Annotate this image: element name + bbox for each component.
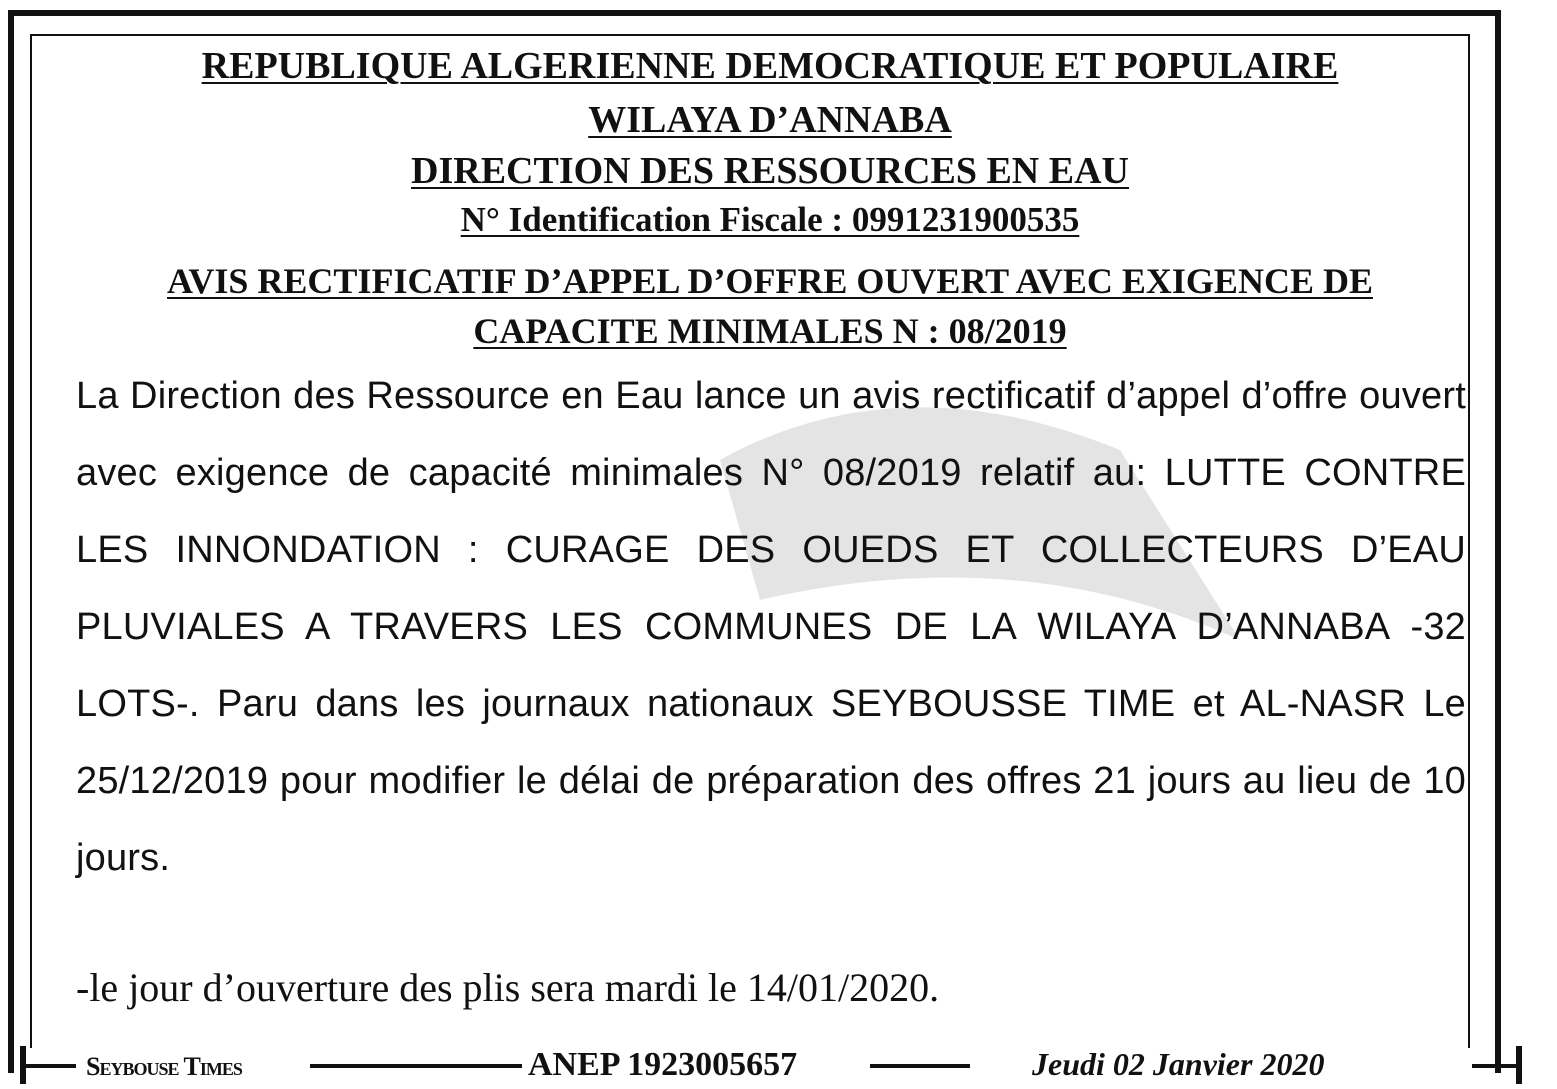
footer-corner-right xyxy=(1516,1046,1522,1084)
footer xyxy=(20,1046,1530,1084)
notice-paragraph: La Direction des Ressource en Eau lance un avis rectificatif d’appel d’offre ouvert avec exigence de capacité minimales N° 08/2019 relatif au: LUTTE CONTRE LES INNONDATION : CURAGE DES OUEDS ET COLLECTEURS D’EAU PLUVIALES A TRAVERS LES COMMUNES DE LA WILAYA D’ANNABA -32 LOTS-. Paru dans les journaux nationaux SEYBOUSSE TIME et AL-NASR Le 25/12/2019 pour modifier le délai de préparation des offres 21 jours au lieu de 10 jours. xyxy=(76,375,1466,879)
header-wilaya: WILAYA D’ANNABA xyxy=(588,99,952,141)
notice-title-line1: AVIS RECTIFICATIF D’APPEL D’OFFRE OUVERT AVEC EXIGENCE DE xyxy=(167,261,1373,301)
footer-rule-end xyxy=(1472,1064,1522,1068)
header-direction: DIRECTION DES RESSOURCES EN EAU xyxy=(411,150,1129,192)
opening-date-note: -le jour d’ouverture des plis sera mardi le 14/01/2020. xyxy=(76,965,940,1010)
footer-brand: Seybouse Times xyxy=(86,1052,242,1081)
footer-rule-right xyxy=(870,1064,970,1068)
notice-title-line2: CAPACITE MINIMALES N : 08/2019 xyxy=(473,311,1067,351)
footer-date: Jeudi 02 Janvier 2020 xyxy=(1032,1046,1325,1082)
header-fiscal-id: N° Identification Fiscale : 0991231900535 xyxy=(460,200,1080,239)
header-republic: REPUBLIQUE ALGERIENNE DEMOCRATIQUE ET POPULAIRE xyxy=(201,45,1339,87)
footer-rule-middle xyxy=(310,1064,522,1068)
notice-title xyxy=(70,256,1470,356)
notice-body xyxy=(76,358,1466,897)
footer-rule-left xyxy=(26,1064,76,1068)
footer-anep-number: ANEP 1923005657 xyxy=(528,1046,798,1083)
